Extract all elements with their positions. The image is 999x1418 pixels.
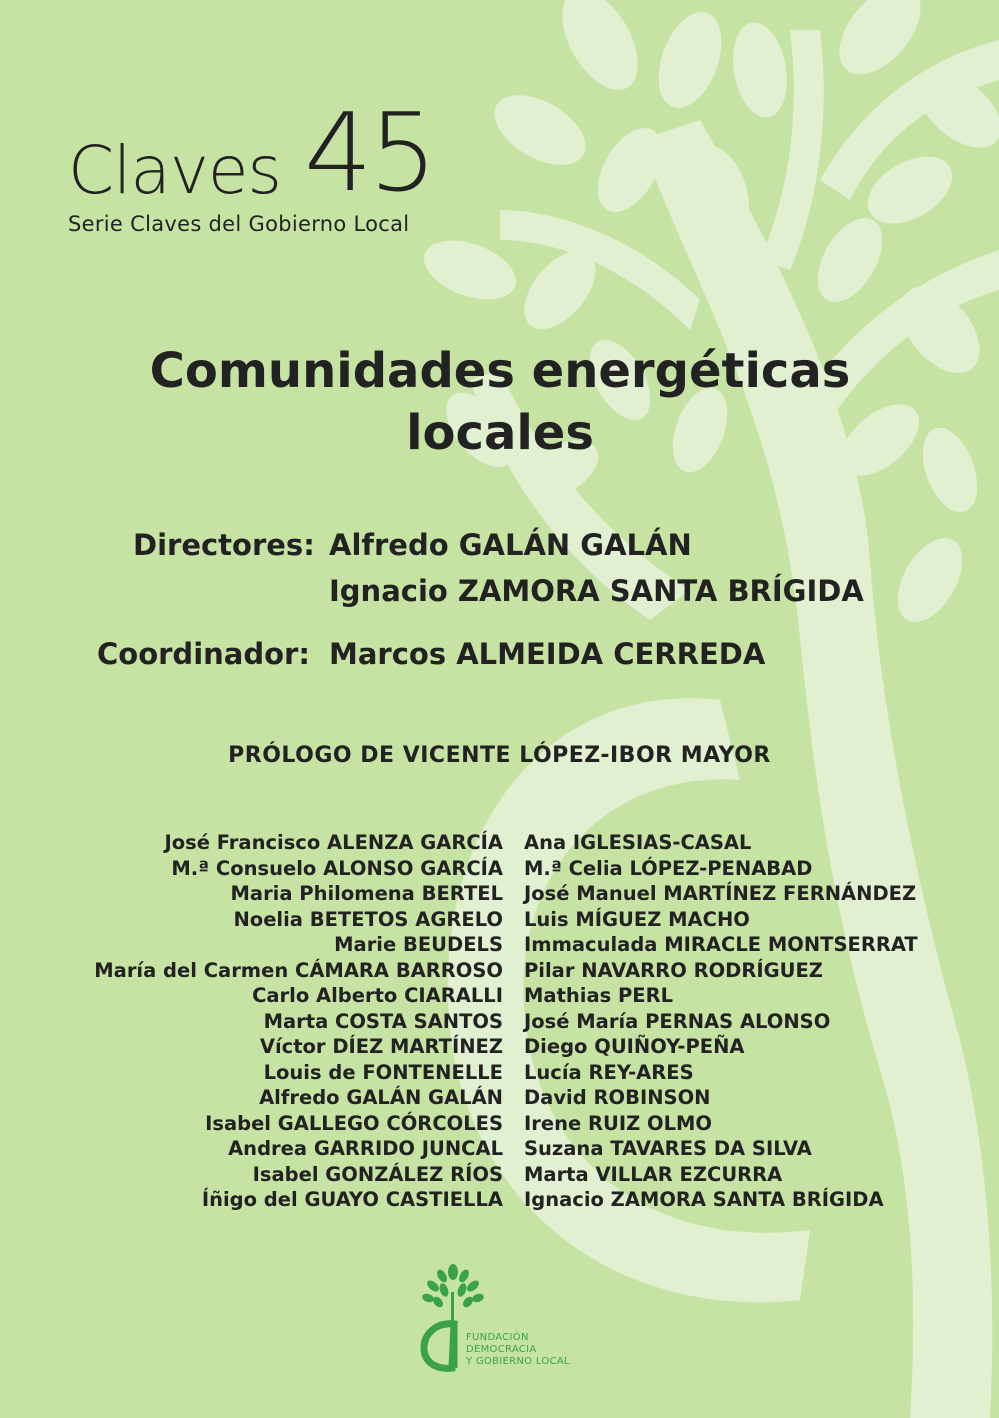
author: Víctor DÍEZ MARTÍNEZ — [259, 1035, 503, 1058]
author: Immaculada MIRACLE MONTSERRAT — [524, 933, 918, 956]
prologue: PRÓLOGO DE VICENTE LÓPEZ-IBOR MAYOR — [228, 743, 771, 768]
author: Lucía REY-ARES — [524, 1060, 694, 1084]
author: Ana IGLESIAS-CASAL — [524, 831, 752, 854]
author: Noelia BETETOS AGRELO — [233, 907, 503, 931]
book-title — [60, 340, 940, 464]
coordinator-label: Coordinador: — [97, 637, 310, 671]
author: M.ª Consuelo ALONSO GARCÍA — [171, 856, 503, 880]
author: Diego QUIÑOY-PEÑA — [524, 1035, 745, 1058]
authors-left-column — [94, 830, 503, 1213]
author: José Manuel MARTÍNEZ FERNÁNDEZ — [524, 882, 917, 905]
author: David ROBINSON — [524, 1086, 711, 1109]
series-name: Claves — [68, 132, 281, 209]
author: José María PERNAS ALONSO — [524, 1009, 831, 1033]
author: Mathias PERL — [524, 984, 674, 1007]
director-1: Alfredo GALÁN GALÁN — [329, 528, 692, 562]
author: M.ª Celia LÓPEZ-PENABAD — [524, 856, 813, 880]
author: Andrea GARRIDO JUNCAL — [228, 1137, 503, 1160]
publisher-name — [466, 1332, 570, 1368]
publisher-line1: FUNDACIÓN — [466, 1332, 529, 1343]
author: Pilar NAVARRO RODRÍGUEZ — [524, 958, 823, 982]
publisher-line2: DEMOCRACIA — [466, 1344, 537, 1355]
author: Marta VILLAR EZCURRA — [524, 1162, 783, 1186]
author: Carlo Alberto CIARALLI — [252, 984, 503, 1007]
author: María del Carmen CÁMARA BARROSO — [94, 958, 503, 982]
director-2: Ignacio ZAMORA SANTA BRÍGIDA — [329, 574, 864, 608]
author: Isabel GALLEGO CÓRCOLES — [205, 1111, 503, 1135]
book-title-line2: locales — [406, 405, 594, 461]
author: Ignacio ZAMORA SANTA BRÍGIDA — [524, 1188, 884, 1211]
publisher-logo — [418, 1262, 618, 1382]
series-number: 45 — [304, 91, 434, 216]
author: Maria Philomena BERTEL — [230, 882, 503, 905]
author: Suzana TAVARES DA SILVA — [524, 1137, 812, 1160]
author: Isabel GONZÁLEZ RÍOS — [252, 1162, 503, 1186]
book-title-line1: Comunidades energéticas — [149, 343, 851, 399]
author: José Francisco ALENZA GARCÍA — [164, 831, 503, 854]
author: Irene RUIZ OLMO — [524, 1111, 713, 1135]
authors-right-column — [524, 830, 918, 1213]
author: Marta COSTA SANTOS — [263, 1009, 503, 1033]
author: Louis de FONTENELLE — [263, 1060, 503, 1084]
author: Marie BEUDELS — [334, 933, 503, 956]
author: Íñigo del GUAYO CASTIELLA — [201, 1188, 503, 1211]
directors-label: Directores: — [133, 528, 315, 562]
publisher-line3: Y GOBIERNO LOCAL — [466, 1356, 570, 1367]
author: Luis MÍGUEZ MACHO — [524, 907, 750, 931]
author: Alfredo GALÁN GALÁN — [259, 1086, 503, 1109]
series-subtitle: Serie Claves del Gobierno Local — [68, 212, 410, 236]
coordinator: Marcos ALMEIDA CERREDA — [329, 637, 766, 671]
